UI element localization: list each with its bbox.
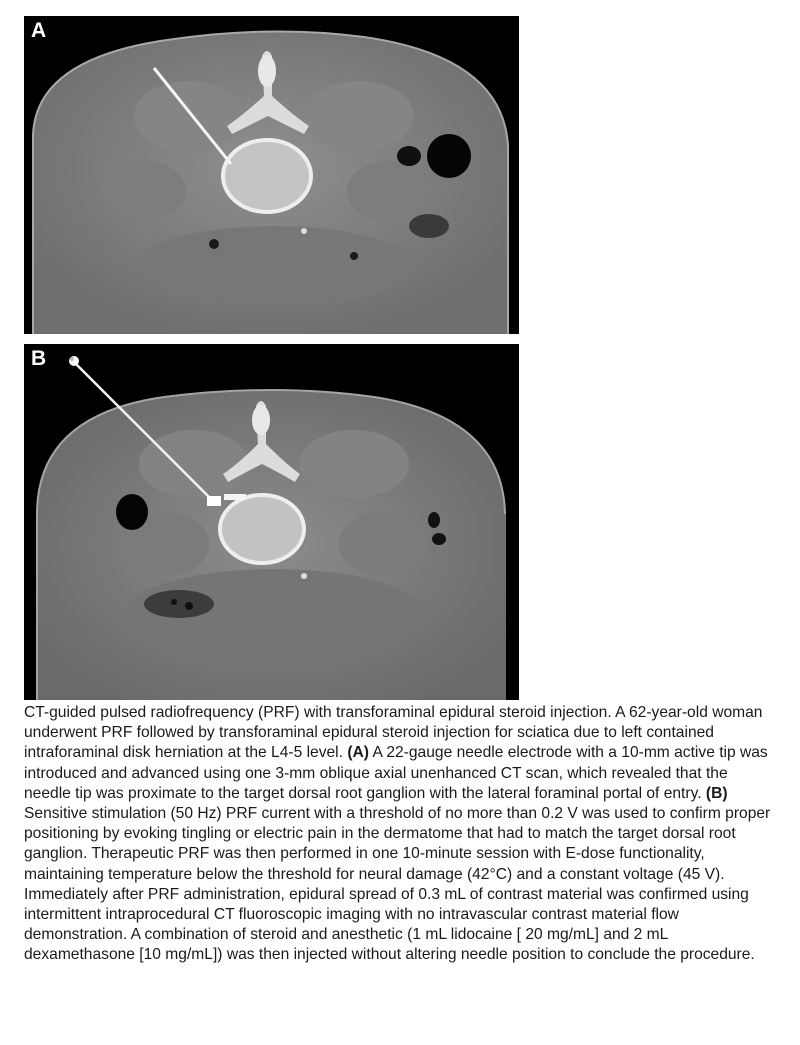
ct-image-panel-a (24, 16, 519, 334)
caption-label-b: (B) (705, 784, 728, 802)
panel-label-a: A (31, 19, 47, 42)
caption-text-b: Sensitive stimulation (50 Hz) PRF current with a threshold of no more than 0.2 V was used to confirm proper positioning by evoking tingling or electric pain in the dermatome that had to match the target dorsal root ganglion. Therapeutic PRF was then performed in one 10-minute session with E-dose functionality, maintaining temperature below the threshold for neural damage (42°C) and a constant voltage (45 V). Immediately after PRF administration, epidural spread of 0.3 mL of contrast material was confirmed using intermittent intraprocedural CT fluoroscopic imaging with no intravascular contrast material flow demonstration. A combination of steroid and anesthetic (1 mL lidocaine [ 20 mg/mL] and 2 mL dexamethasone [10 mg/mL]) was then injected without altering needle position to conclude the procedure. (24, 805, 771, 964)
caption-label-a: (A) (347, 744, 369, 762)
vertebral-body (223, 140, 311, 212)
panel-label-b: B (31, 347, 47, 370)
ct-scan-image-b (24, 344, 519, 700)
figure-caption (24, 703, 776, 966)
ct-image-panel-b (24, 344, 519, 700)
vertebral-body (220, 495, 304, 563)
ct-scan-image-a (24, 16, 519, 334)
caption-text-a: A 22-gauge needle electrode with a 10-mm active tip was introduced and advanced using one 3-mm oblique axial unenhanced CT scan, which revealed that the needle tip was proximate to the target dorsal root ganglion with the lateral foraminal portal of entry. (24, 744, 768, 802)
caption-intro: CT-guided pulsed radiofrequency (PRF) with transforaminal epidural steroid injection. A 62-year-old woman underwent PRF followed by transforaminal epidural steroid injection for sciatica due to left contained intraforaminal disk herniation at the L4-5 level. (24, 704, 763, 762)
